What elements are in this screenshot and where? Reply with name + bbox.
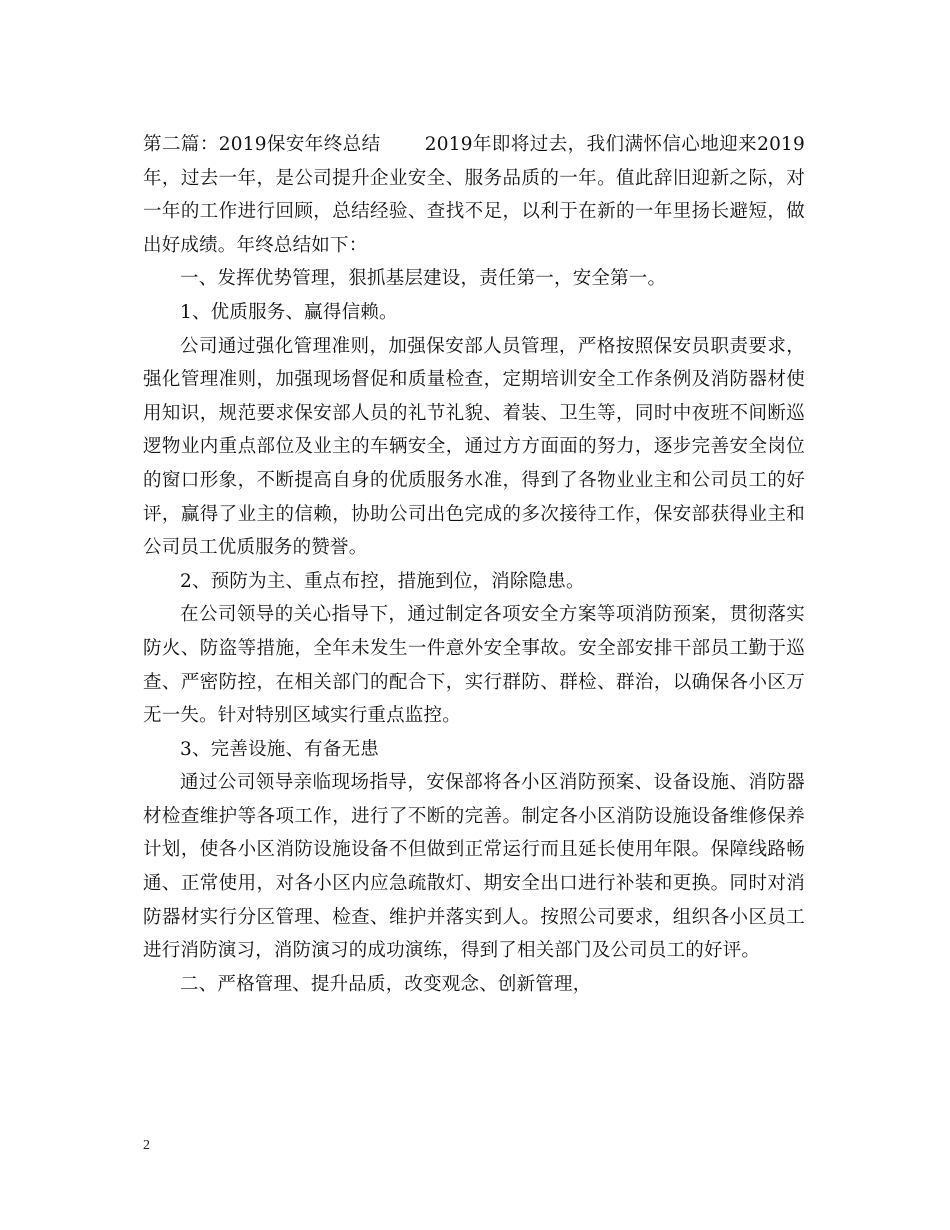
- heading-item-three: 3、完善设施、有备无患: [180, 738, 379, 760]
- paragraph-item-three: 通过公司领导亲临现场指导，安保部将各小区消防预案、设备设施、消防器材检查维护等各项工作，进行了不断的完善。制定各小区消防设施设备维修保养计划，使各小区消防设施设备不但做到正常运行而且延长使用年限。保障线路畅通、正常使用，对各小区内应急疏散灯、期安全出口进行补装和更换。同时对消防器材实行分区管理、检查、维护并落实到人。按照公司要求，组织各小区员工进行消防演习，消防演习的成功演练，得到了相关部门及公司员工的好评。: [143, 772, 805, 962]
- document-body: [143, 128, 805, 1001]
- paragraph-intro: 第二篇：2019保安年终总结 2019年即将过去，我们满怀信心地迎来2019年，过去一年，是公司提升企业安全、服务品质的一年。值此辞旧迎新之际，对一年的工作进行回顾，总结经验、查找不足，以利于在新的一年里扬长避短，做出好成绩。年终总结如下：: [143, 134, 805, 256]
- heading-item-one: 1、优质服务、赢得信赖。: [180, 301, 398, 323]
- heading-section-one: 一、发挥优势管理，狠抓基层建设，责任第一，安全第一。: [180, 268, 667, 290]
- paragraph-item-one: 公司通过强化管理准则，加强保安部人员管理，严格按照保安员职责要求，强化管理准则，加强现场督促和质量检查，定期培训安全工作条例及消防器材使用知识，规范要求保安部人员的礼节礼貌、着装、卫生等，同时中夜班不间断巡逻物业内重点部位及业主的车辆安全，通过方方面面的努力，逐步完善安全岗位的窗口形象，不断提高自身的优质服务水准，得到了各物业业主和公司员工的好评，赢得了业主的信赖，协助公司出色完成的多次接待工作，保安部获得业主和公司员工优质服务的赞誉。: [143, 335, 805, 559]
- page-number: 2: [143, 1138, 150, 1153]
- heading-item-two: 2、预防为主、重点布控，措施到位，消除隐患。: [180, 570, 585, 592]
- paragraph-item-two: 在公司领导的关心指导下，通过制定各项安全方案等项消防预案，贯彻落实防火、防盗等措施，全年未发生一件意外安全事故。安全部安排干部员工勤于巡查、严密防控，在相关部门的配合下，实行群防、群检、群治，以确保各小区万无一失。针对特别区域实行重点监控。: [143, 604, 805, 727]
- heading-section-two: 二、严格管理、提升品质，改变观念、创新管理，: [180, 973, 592, 995]
